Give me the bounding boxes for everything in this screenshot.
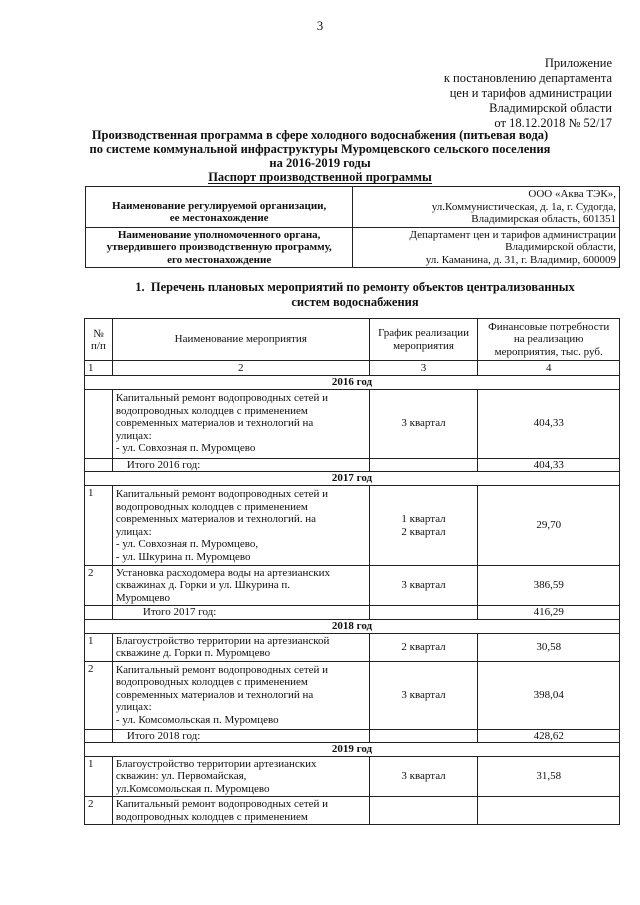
year-row: 2018 год (85, 619, 620, 633)
passport-table (85, 186, 620, 268)
table-row: 2 Капитальный ремонт водопроводных сетей и водопроводных колодцев с применением (85, 797, 620, 825)
measure-cost: 398,04 (478, 661, 620, 729)
table-row: 1 Благоустройство территории артезианских скважин: ул. Первомайская, ул.Комсомольская п. Муромцево 3 квартал 31,58 (85, 757, 620, 797)
measure-name: Капитальный ремонт водопроводных сетей и водопроводных колодцев с применением современных материалов и технологий. на улицах: - ул. Совхозная п. Муромцево, - ул. Шкурина п. Муромцево (112, 486, 369, 566)
year-row: 2019 год (85, 743, 620, 757)
total-row: Итого 2018 год: 428,62 (85, 729, 620, 743)
measure-cost: 30,58 (478, 633, 620, 661)
appendix-line: к постановлению департамента (443, 71, 612, 85)
header-schedule: График реализации мероприятия (369, 319, 478, 361)
measure-schedule: 2 квартал (369, 633, 478, 661)
measure-schedule: 3 квартал (369, 757, 478, 797)
measure-name: Благоустройство территории на артезианской скважине д. Горки п. Муромцево (112, 633, 369, 661)
measure-cost: 386,59 (478, 566, 620, 606)
passport-row (86, 187, 620, 228)
passport-title: Паспорт производственной программы (208, 170, 432, 184)
header-num: № п/п (85, 319, 113, 361)
appendix-line: от 18.12.2018 № 52/17 (494, 116, 612, 130)
page-number: 3 (316, 18, 324, 33)
total-row: Итого 2017 год: 416,29 (85, 606, 620, 620)
measure-name: Капитальный ремонт водопроводных сетей и водопроводных колодцев с применением современных материалов и технологий на улицах: - ул. Комсомольская п. Муромцево (112, 661, 369, 729)
header-finance: Финансовые потребности на реализацию мероприятия, тыс. руб. (478, 319, 620, 361)
section-title: 1. Перечень плановых мероприятий по ремонту объектов централизованных систем водоснабжения (135, 280, 575, 309)
table-row: 2 Установка расходомера воды на артезианских скважинах д. Горки и ул. Шкурина п. Муромцево 3 квартал 386,59 (85, 566, 620, 606)
measures-table (84, 318, 620, 825)
table-row: 1 Благоустройство территории на артезианской скважине д. Горки п. Муромцево 2 квартал 30,58 (85, 633, 620, 661)
passport-value: ООО «Аква ТЭК», ул.Коммунистическая, д. 1а, г. Судогда, Владимирская область, 601351 (353, 187, 620, 228)
measure-name: Благоустройство территории артезианских скважин: ул. Первомайская, ул.Комсомольская п. Муромцево (112, 757, 369, 797)
passport-label: Наименование регулируемой организации, ее местонахождение (86, 187, 353, 228)
title-line: по системе коммунальной инфраструктуры Муромцевского сельского поселения (89, 142, 551, 156)
total-row: Итого 2016 год: 404,33 (85, 458, 620, 472)
section-number: 1. (135, 280, 145, 294)
header-name: Наименование мероприятия (112, 319, 369, 361)
measure-name: Установка расходомера воды на артезианских скважинах д. Горки и ул. Шкурина п. Муромцево (112, 566, 369, 606)
appendix-block (400, 56, 612, 131)
table-row: 2 Капитальный ремонт водопроводных сетей и водопроводных колодцев с применением современных материалов и технологий на улицах: - ул. Комсомольская п. Муромцево 3 квартал 398,04 (85, 661, 620, 729)
document-title (40, 128, 600, 170)
passport-row (86, 228, 620, 268)
passport-label: Наименование уполномоченного органа, утвердившего производственную программу, его местонахождение (86, 228, 353, 268)
title-line: на 2016-2019 годы (269, 156, 371, 170)
appendix-line: цен и тарифов администрации (449, 86, 612, 100)
measure-name: Капитальный ремонт водопроводных сетей и водопроводных колодцев с применением современных материалов и технологий на улицах: - ул. Совхозная п. Муромцево (112, 389, 369, 458)
measure-schedule: 3 квартал (369, 389, 478, 458)
appendix-line: Владимирской области (489, 101, 612, 115)
measure-cost: 29,70 (478, 486, 620, 566)
measure-cost: 31,58 (478, 757, 620, 797)
measure-name: Капитальный ремонт водопроводных сетей и водопроводных колодцев с применением (112, 797, 369, 825)
measure-schedule: 1 квартал 2 квартал (369, 486, 478, 566)
column-number-row: 1 2 3 4 (85, 361, 620, 376)
title-line: Производственная программа в сфере холодного водоснабжения (питьевая вода) (91, 128, 549, 142)
measure-schedule: 3 квартал (369, 566, 478, 606)
passport-value: Департамент цен и тарифов администрации Владимирской области, ул. Каманина, д. 31, г. Владимир, 600009 (353, 228, 620, 268)
table-row: 1 Капитальный ремонт водопроводных сетей и водопроводных колодцев с применением современных материалов и технологий. на улицах: - ул. Совхозная п. Муромцево, - ул. Шкурина п. Муромцево 1 квартал 2 квартал 29,70 (85, 486, 620, 566)
appendix-line: Приложение (544, 56, 612, 70)
header-row (85, 319, 620, 361)
year-row: 2017 год (85, 472, 620, 486)
measure-cost: 404,33 (478, 389, 620, 458)
table-row (85, 389, 620, 458)
year-row: 2016 год (85, 375, 620, 389)
measure-schedule: 3 квартал (369, 661, 478, 729)
